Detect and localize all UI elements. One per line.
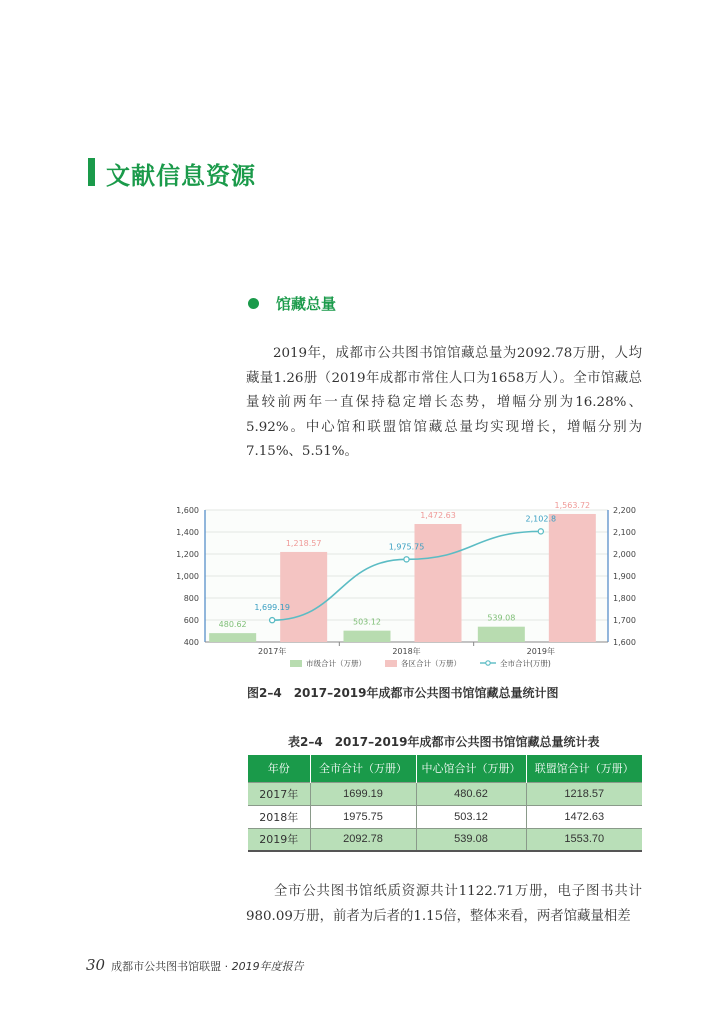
line-data-label: 2,102.8 bbox=[525, 514, 557, 524]
table-cell: 1975.75 bbox=[310, 805, 416, 828]
bar bbox=[344, 631, 391, 642]
page-footer bbox=[86, 956, 304, 974]
legend-label: 全市合计(万册) bbox=[500, 659, 551, 668]
bar bbox=[280, 552, 327, 642]
y-left-tick-label: 400 bbox=[183, 638, 199, 647]
line-point bbox=[404, 557, 409, 562]
table-cell: 1472.63 bbox=[526, 805, 642, 828]
paragraph-1 bbox=[246, 342, 642, 465]
footer-separator: · bbox=[221, 960, 232, 973]
holdings-chart bbox=[170, 495, 650, 675]
table-cell: 2019年 bbox=[248, 828, 310, 851]
line-point bbox=[538, 529, 543, 534]
y-left-tick-label: 600 bbox=[183, 616, 199, 625]
y-left-tick-label: 1,600 bbox=[176, 506, 199, 515]
y-right-tick-label: 2,100 bbox=[613, 528, 636, 537]
legend-marker bbox=[486, 661, 490, 665]
bar bbox=[478, 627, 525, 642]
line-data-label: 1,975.75 bbox=[388, 542, 425, 552]
holdings-chart-svg bbox=[170, 495, 650, 675]
table-header-central-total: 中心馆合计（万册） bbox=[416, 755, 526, 782]
holdings-table bbox=[248, 755, 642, 852]
subsection-title: 馆藏总量 bbox=[276, 295, 337, 313]
table-cell: 539.08 bbox=[416, 828, 526, 851]
table-header-city-total: 全市合计（万册） bbox=[310, 755, 416, 782]
table-row bbox=[248, 805, 642, 828]
legend-label: 各区合计（万册） bbox=[401, 659, 461, 668]
table-cell: 1699.19 bbox=[310, 782, 416, 805]
table-header-row bbox=[248, 755, 642, 782]
table-row bbox=[248, 828, 642, 851]
bar-data-label: 1,563.72 bbox=[554, 500, 591, 510]
paragraph-2 bbox=[246, 880, 642, 929]
bar bbox=[549, 514, 596, 642]
y-right-tick-label: 1,900 bbox=[613, 572, 636, 581]
y-left-tick-label: 1,000 bbox=[176, 572, 199, 581]
figure-caption: 图2–4 2017–2019年成都市公共图书馆馆藏总量统计图 bbox=[247, 686, 559, 700]
y-right-tick-label: 2,000 bbox=[613, 550, 636, 559]
footer-org: 成都市公共图书馆联盟 bbox=[111, 960, 222, 973]
y-left-tick-label: 1,400 bbox=[176, 528, 199, 537]
table-cell: 2018年 bbox=[248, 805, 310, 828]
table-cell: 2017年 bbox=[248, 782, 310, 805]
bar-data-label: 1,218.57 bbox=[285, 538, 322, 548]
y-right-tick-label: 1,800 bbox=[613, 594, 636, 603]
bar-data-label: 539.08 bbox=[487, 613, 516, 623]
paragraph-2-text: 全市公共图书馆纸质资源共计1122.71万册，电子图书共计980.09万册，前者为后者的1.15倍，整体来看，两者馆藏量相差 bbox=[246, 884, 642, 924]
section-title: 文献信息资源 bbox=[106, 162, 256, 190]
table-row bbox=[248, 782, 642, 805]
y-right-tick-label: 1,600 bbox=[613, 638, 636, 647]
legend-swatch bbox=[290, 660, 302, 667]
bar-data-label: 503.12 bbox=[353, 617, 381, 627]
x-tick-label: 2019年 bbox=[526, 647, 556, 656]
page-number: 30 bbox=[86, 956, 106, 974]
table-header-member-total: 联盟馆合计（万册） bbox=[526, 755, 642, 782]
table-cell: 1553.70 bbox=[526, 828, 642, 851]
table-header-year: 年份 bbox=[248, 755, 310, 782]
x-tick-label: 2017年 bbox=[257, 647, 287, 656]
footer-report: 2019年度报告 bbox=[231, 960, 304, 973]
table-cell: 1218.57 bbox=[526, 782, 642, 805]
y-left-tick-label: 1,200 bbox=[176, 550, 199, 559]
table-cell: 503.12 bbox=[416, 805, 526, 828]
y-right-tick-label: 2,200 bbox=[613, 506, 636, 515]
y-right-tick-label: 1,700 bbox=[613, 616, 636, 625]
paragraph-1-text: 2019年，成都市公共图书馆馆藏总量为2092.78万册，人均藏量1.26册（2019年成都市常住人口为1658万人）。全市馆藏总量较前两年一直保持稳定增长态势，增幅分别为16.28%、5.92%。中心馆和联盟馆馆藏总量均实现增长，增幅分别为7.15%、5.51%。 bbox=[246, 346, 642, 459]
line-point bbox=[270, 618, 275, 623]
bar-data-label: 1,472.63 bbox=[420, 511, 456, 521]
y-left-tick-label: 800 bbox=[183, 594, 199, 603]
x-tick-label: 2018年 bbox=[392, 647, 421, 656]
bar bbox=[209, 633, 256, 642]
table-cell: 480.62 bbox=[416, 782, 526, 805]
bar-data-label: 480.62 bbox=[218, 620, 247, 630]
subsection-bullet-icon bbox=[248, 298, 259, 309]
legend-swatch bbox=[385, 660, 397, 667]
table-cell: 2092.78 bbox=[310, 828, 416, 851]
line-data-label: 1,699.19 bbox=[254, 603, 290, 613]
legend-label: 市级合计（万册） bbox=[306, 659, 366, 668]
section-title-bar bbox=[88, 158, 95, 186]
table-caption: 表2–4 2017–2019年成都市公共图书馆馆藏总量统计表 bbox=[288, 735, 600, 749]
